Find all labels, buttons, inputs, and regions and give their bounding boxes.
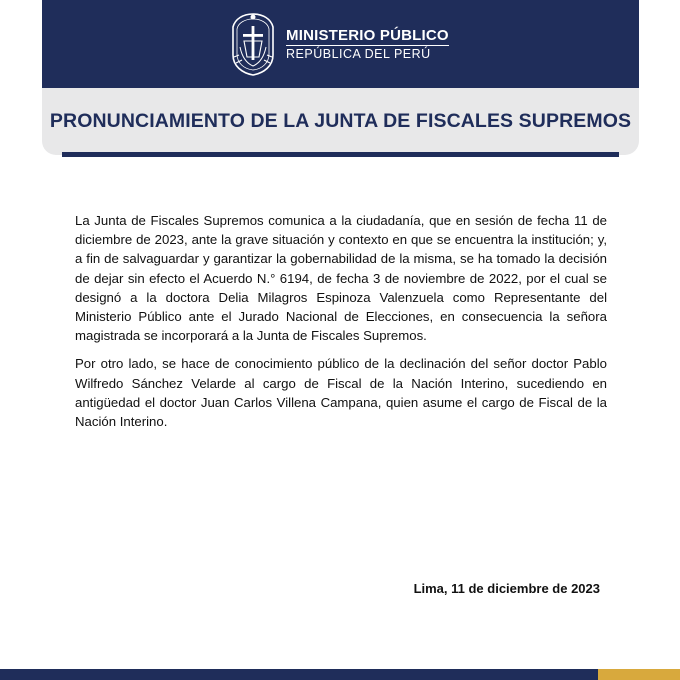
- title-underline: [62, 152, 619, 157]
- footer-bar-gold: [598, 669, 680, 680]
- paragraph-1: La Junta de Fiscales Supremos comunica a la ciudadanía, que en sesión de fecha 11 de diciembre de 2023, ante la grave situación y contexto en que se encuentra la institución; y, a fin de salvaguardar y garantizar la gobernabilidad de la misma, se ha tomado la decisión de dejar sin efecto el Acuerdo N.° 6194, de fecha 3 de noviembre de 2022, por el cual se designó a la doctora Delia Milagros Espinoza Valenzuela como Representante del Ministerio Público ante el Jurado Nacional de Elecciones, en consecuencia la señora magistrada se incorporará a la Junta de Fiscales Supremos.: [75, 213, 607, 344]
- place-date-signature: Lima, 11 de diciembre de 2023: [413, 581, 600, 596]
- brand-name: MINISTERIO PÚBLICO: [286, 26, 449, 44]
- paragraph-2: Por otro lado, se hace de conocimiento público de la declinación del señor doctor Pablo Wilfredo Sánchez Velarde al cargo de Fiscal de la Nación Interino, sucediendo en antigüedad el doctor Juan Carlos Villena Campana, quien asume el cargo de Fiscal de la Nación Interino.: [75, 356, 607, 430]
- statement-body: [75, 211, 607, 440]
- brand-subtitle: REPÚBLICA DEL PERÚ: [286, 46, 431, 61]
- brand-logo: [228, 9, 449, 79]
- title-box: [42, 88, 639, 155]
- footer-bar-navy: [0, 669, 598, 680]
- page-title: PRONUNCIAMIENTO DE LA JUNTA DE FISCALES SUPREMOS: [49, 110, 632, 132]
- ministry-seal-icon: [228, 11, 278, 77]
